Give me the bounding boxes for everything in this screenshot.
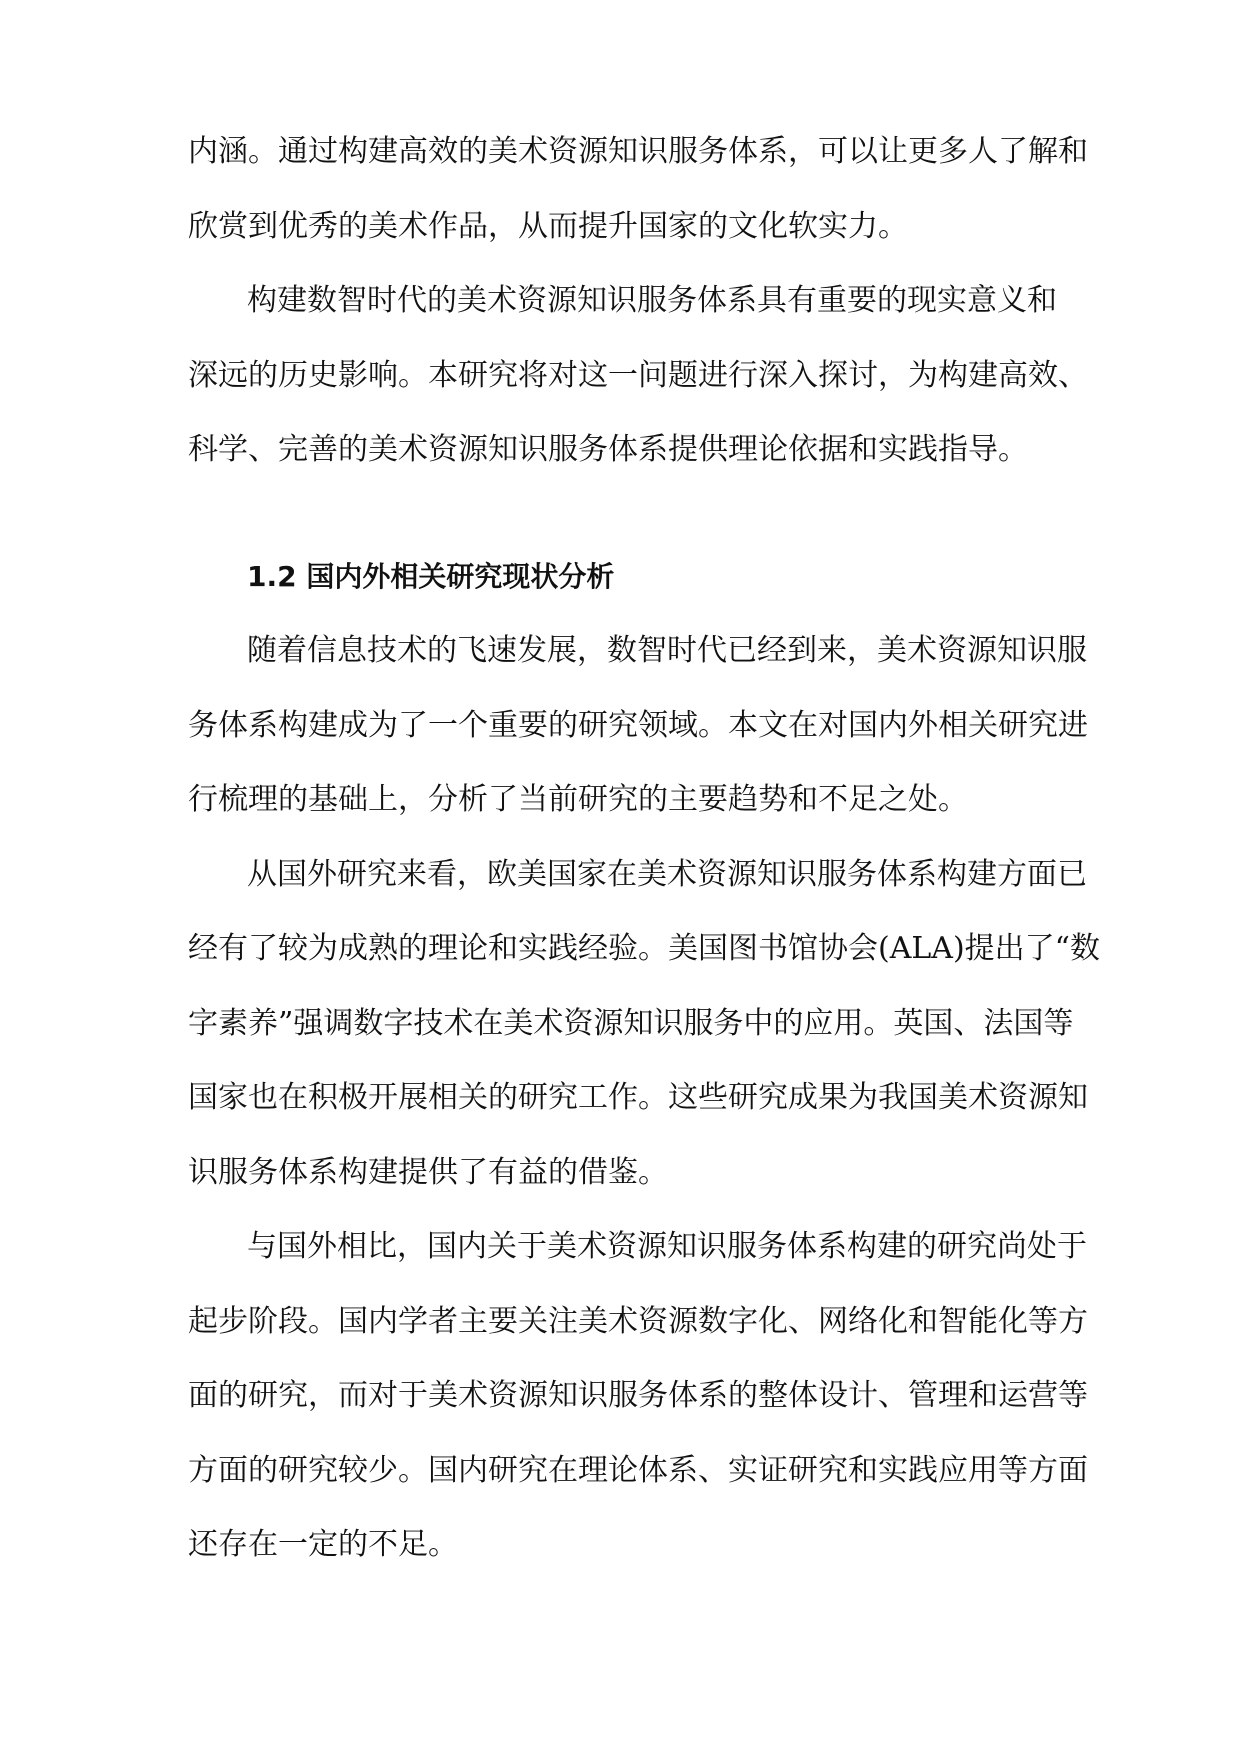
section-heading: 1.2 国内外相关研究现状分析 [247, 560, 615, 593]
paragraph-line: 起步阶段。国内学者主要关注美术资源数字化、网络化和智能化等方 [188, 1304, 1088, 1339]
paragraph-line: 字素养”强调数字技术在美术资源知识服务中的应用。英国、法国等 [188, 1006, 1074, 1041]
paragraph-line: 从国外研究来看，欧美国家在美术资源知识服务体系构建方面已 [247, 857, 1087, 892]
paragraph-line: 还存在一定的不足。 [188, 1527, 458, 1562]
paragraph-line: 面的研究，而对于美术资源知识服务体系的整体设计、管理和运营等 [188, 1378, 1088, 1413]
paragraph-line: 国家也在积极开展相关的研究工作。这些研究成果为我国美术资源知 [188, 1080, 1088, 1115]
paragraph-line: 科学、完善的美术资源知识服务体系提供理论依据和实践指导。 [188, 432, 1028, 467]
paragraph-line: 深远的历史影响。本研究将对这一问题进行深入探讨，为构建高效、 [188, 358, 1088, 393]
paragraph-line: 内涵。通过构建高效的美术资源知识服务体系，可以让更多人了解和 [188, 134, 1088, 169]
paragraph-line: 构建数智时代的美术资源知识服务体系具有重要的现实意义和 [247, 283, 1057, 318]
paragraph-line: 与国外相比，国内关于美术资源知识服务体系构建的研究尚处于 [247, 1229, 1087, 1264]
paragraph-line: 随着信息技术的飞速发展，数智时代已经到来，美术资源知识服 [247, 633, 1087, 668]
paragraph-line: 务体系构建成为了一个重要的研究领域。本文在对国内外相关研究进 [188, 708, 1088, 743]
paragraph-line: 方面的研究较少。国内研究在理论体系、实证研究和实践应用等方面 [188, 1453, 1088, 1488]
paragraph-line: 经有了较为成熟的理论和实践经验。美国图书馆协会(ALA)提出了“数 [188, 931, 1100, 966]
paragraph-line: 欣赏到优秀的美术作品，从而提升国家的文化软实力。 [188, 209, 908, 244]
paragraph-line: 识服务体系构建提供了有益的借鉴。 [188, 1155, 668, 1190]
paragraph-line: 行梳理的基础上，分析了当前研究的主要趋势和不足之处。 [188, 782, 968, 817]
